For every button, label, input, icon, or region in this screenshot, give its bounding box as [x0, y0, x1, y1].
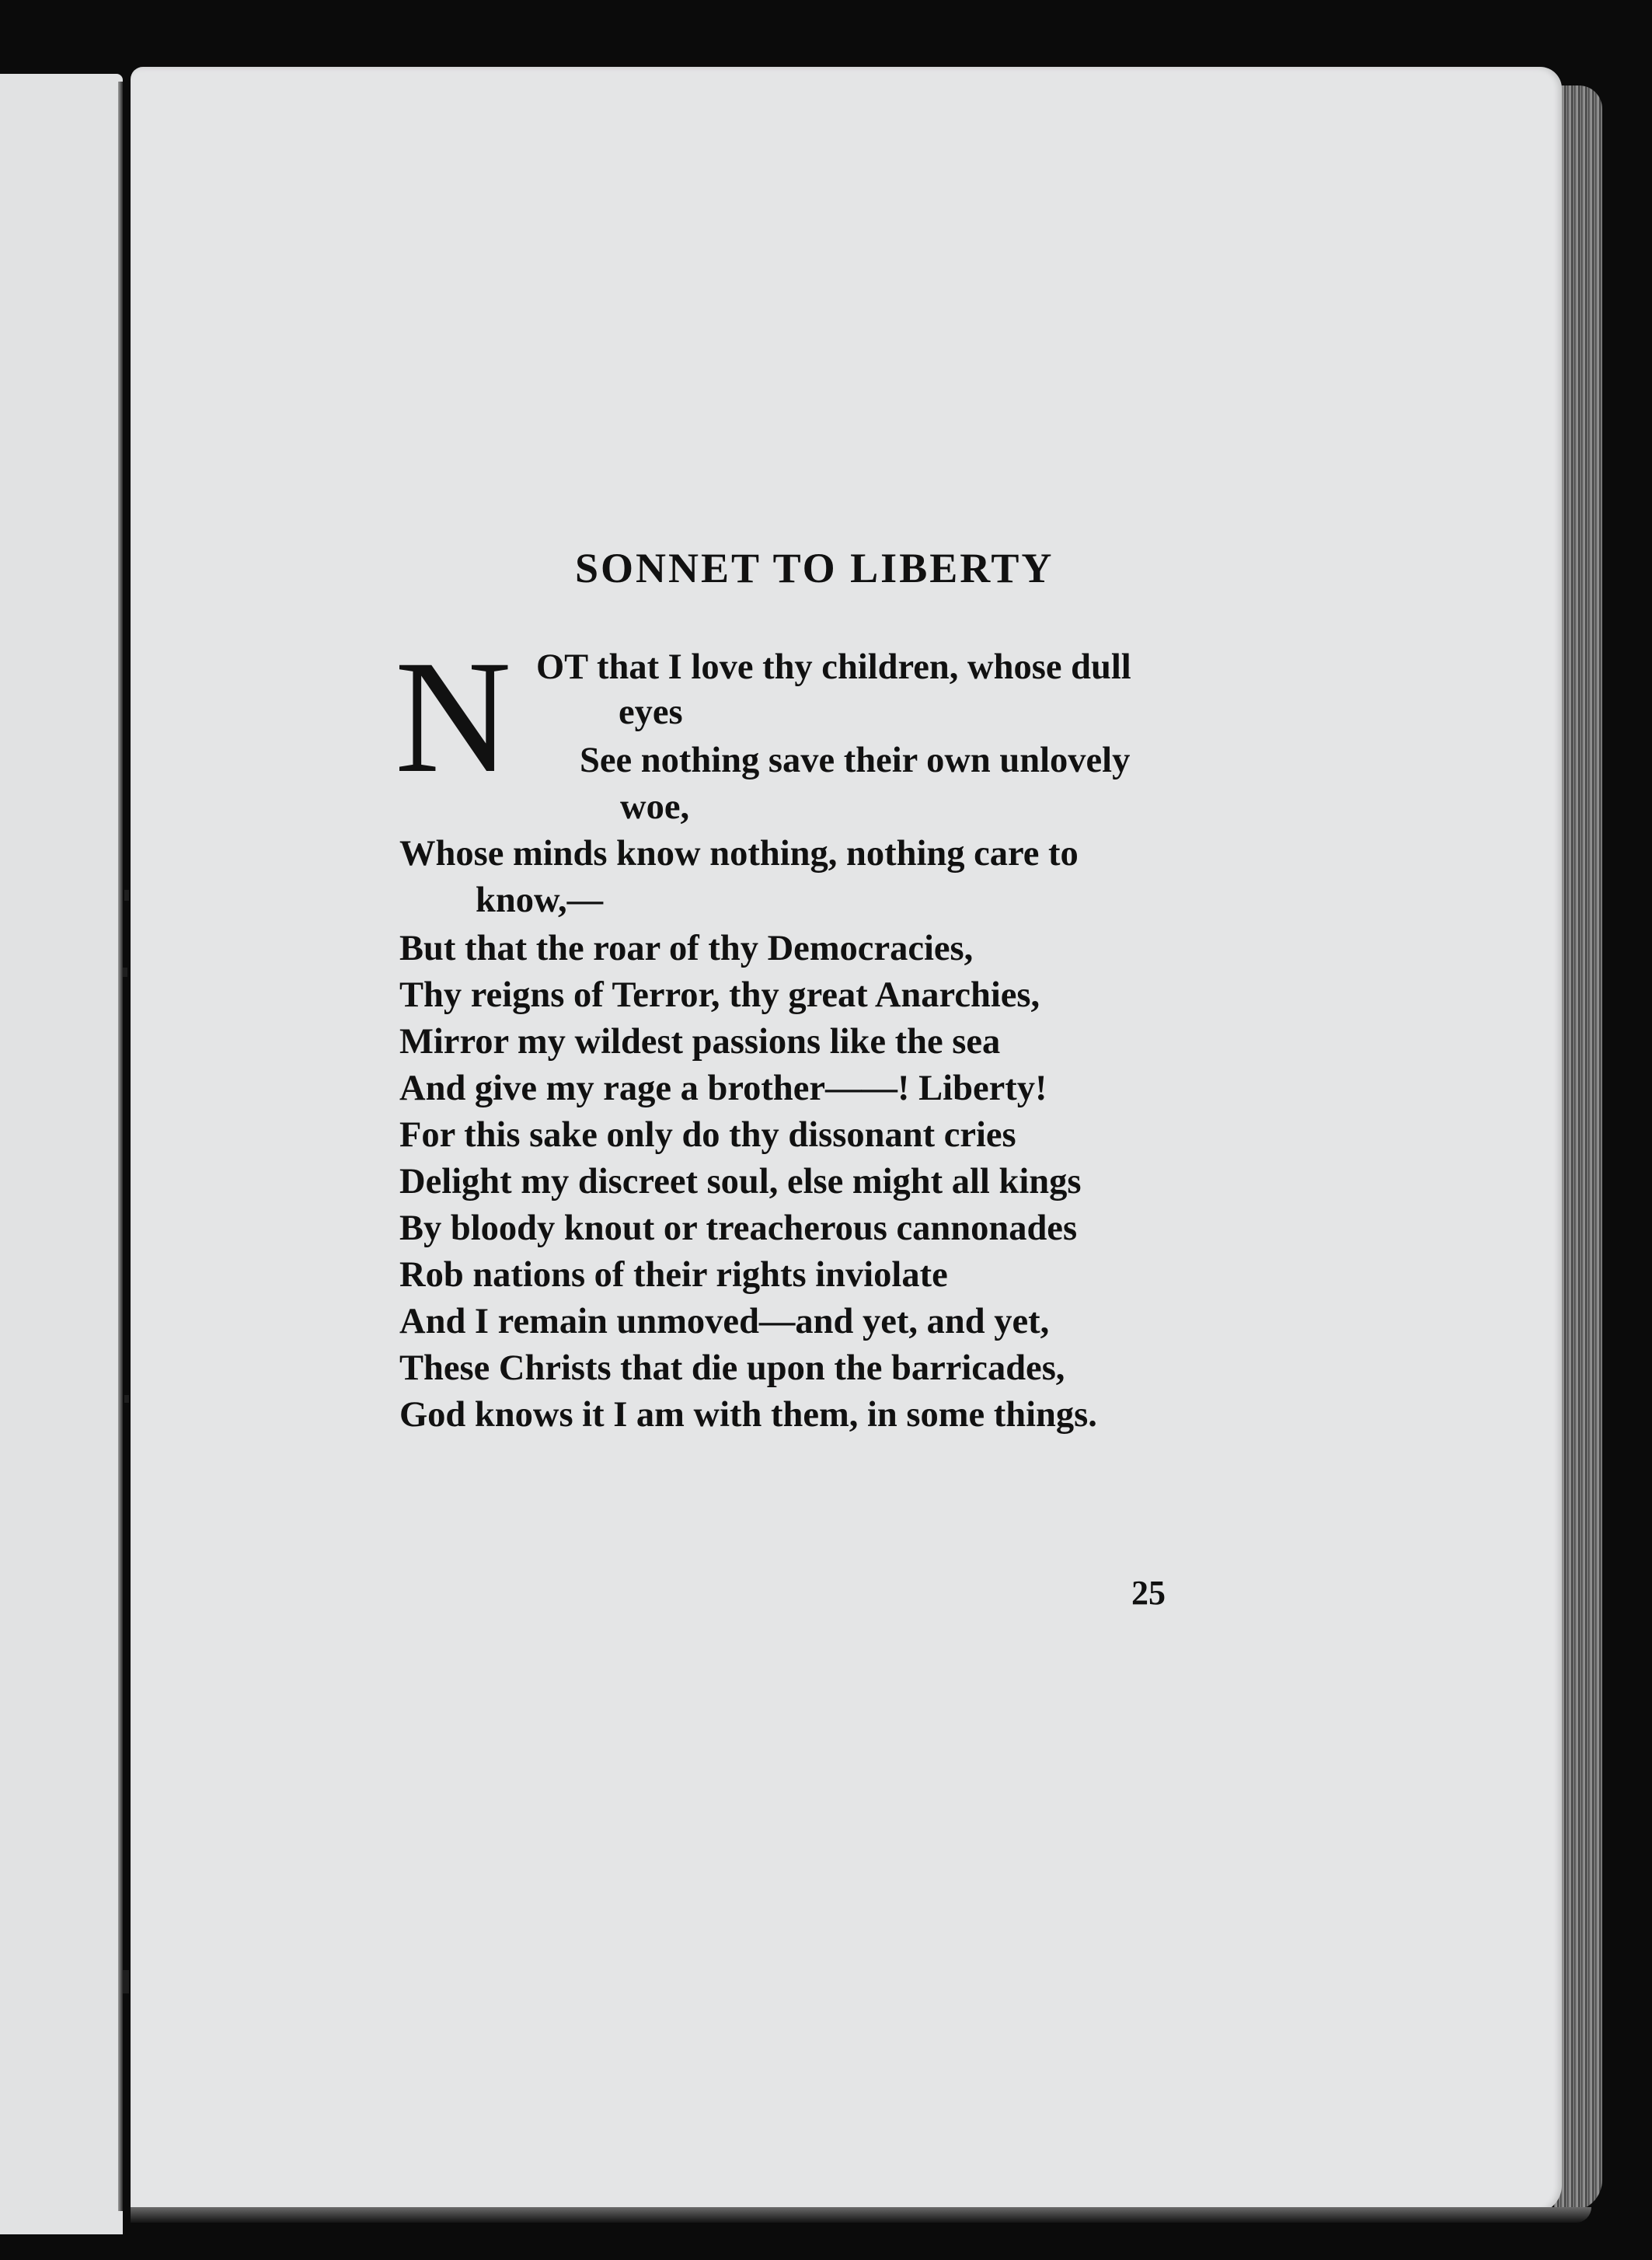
poem-title: SONNET TO LIBERTY: [575, 545, 1054, 591]
poem-line: By bloody knout or treacherous cannonades: [399, 1208, 1078, 1248]
poem-line: See nothing save their own unlovely: [580, 741, 1131, 780]
poem-line: God knows it I am with them, in some things.: [399, 1395, 1097, 1435]
poem-line: But that the roar of thy Democracies,: [399, 929, 974, 968]
poem-line: Thy reigns of Terror, thy great Anarchies,: [399, 975, 1040, 1015]
poem-line: For this sake only do thy dissonant cries: [399, 1115, 1016, 1155]
binding-mark: [123, 1970, 129, 1993]
poem-line: And I remain unmoved—and yet, and yet,: [399, 1302, 1050, 1341]
poem-line: Delight my discreet soul, else might all kings: [399, 1162, 1082, 1201]
poem-line: Mirror my wildest passions like the sea: [399, 1022, 1001, 1062]
drop-cap: N: [395, 627, 512, 806]
poem-line: Rob nations of their rights inviolate: [399, 1255, 948, 1295]
left-facing-page: [0, 74, 123, 2234]
poem-line: OT that I love thy children, whose dull: [536, 647, 1131, 687]
left-page-edge: [118, 82, 123, 2211]
page-bottom-shadow: [131, 2207, 1591, 2223]
binding-mark: [123, 968, 127, 977]
binding-mark: [124, 890, 129, 901]
page-number: 25: [1131, 1574, 1166, 1612]
poem-line: These Christs that die upon the barricades,: [399, 1348, 1065, 1388]
poem-line: Whose minds know nothing, nothing care to: [399, 834, 1079, 874]
poem-line: know,—: [476, 881, 604, 920]
poem-line: And give my rage a brother——! Liberty!: [399, 1069, 1047, 1108]
binding-mark: [124, 1395, 129, 1403]
poem-line: woe,: [620, 787, 690, 827]
poem-line: eyes: [619, 692, 683, 732]
